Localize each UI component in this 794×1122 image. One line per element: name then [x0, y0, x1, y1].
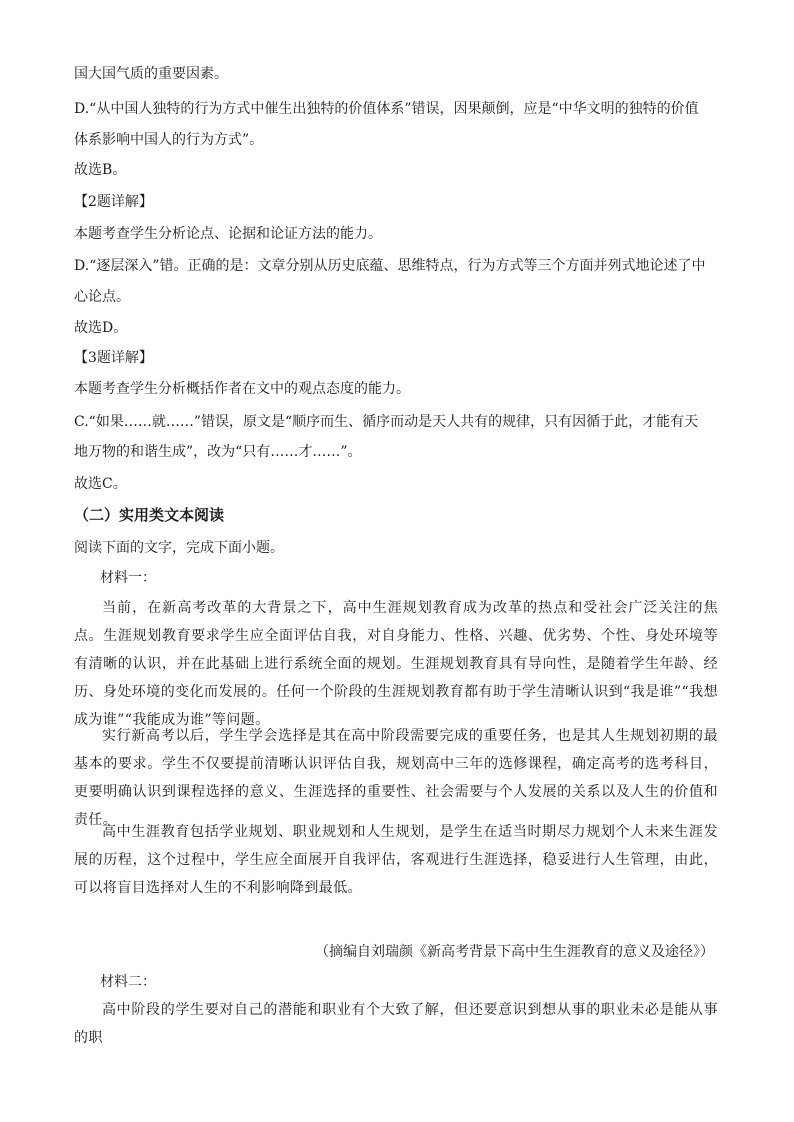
text-line: 地万物的和谐生成”，改为“只有……才……”。 [74, 444, 362, 460]
section-title: （二）实用类文本阅读 [74, 506, 225, 524]
text-line: C.“如果……就……”错误，原文是“顺序而生、循序而动是天人共有的规律，只有因循于此，才能有天 [74, 414, 699, 430]
citation: （摘编自刘瑞颜《新高考背景下高中生生涯教育的意义及途径》） [315, 944, 714, 960]
section-heading: 【2题详解】 [74, 194, 153, 210]
text-line: 体系影响中国人的行为方式”。 [74, 132, 264, 148]
text-line: D.“逐层深入”错。正确的是：文章分别从历史底蕴、思维特点，行为方式等三个方面并列式地论述了中 [74, 258, 706, 274]
text-line: 故选D。 [74, 320, 128, 336]
text-line: 故选C。 [74, 476, 127, 492]
text-line: D.“从中国人独特的行为方式中催生出独特的价值体系”错误，因果颠倒，应是“中华文明的独特的价值 [74, 101, 699, 117]
text-line: 本题考查学生分析概括作者在文中的观点态度的能力。 [74, 381, 410, 397]
material-paragraph: 当前，在新高考改革的大背景之下，高中生涯规划教育成为改革的热点和受社会广泛关注的焦点。生涯规划教育要求学生应全面评估自我，对自身能力、性格、兴趣、优劣势、个性、身处环境等有清晰的认识，并在此基础上进行系统全面的规划。生涯规划教育具有导向性，是随着学生年龄、经历、身处环境的变化而发展的。任何一个阶段的生涯规划教育都有助于学生清晰认识到“我是谁”“我想成为谁”“我能成为谁”等问题。 [74, 600, 718, 728]
text-line: 故选B。 [74, 162, 127, 178]
material-label: 材料二： [100, 974, 156, 990]
material-paragraph: 实行新高考以后，学生学会选择是其在高中阶段需要完成的重要任务，也是其人生规划初期的最基本的要求。学生不仅要提前清晰认识评估自我，规划高中三年的选修课程，确定高考的选考科目，更要明确认识到课程选择的意义、生涯选择的重要性、社会需要与个人发展的关系以及人生的价值和责任。 [74, 728, 718, 828]
text-line: 国大国气质的重要因素。 [74, 66, 228, 82]
instruction: 阅读下面的文字，完成下面小题。 [74, 540, 284, 556]
text-line: 本题考查学生分析论点、论据和论证方法的能力。 [74, 226, 382, 242]
material-paragraph: 高中生涯教育包括学业规划、职业规划和人生规划，是学生在适当时期尽力规划个人未来生涯发展的历程，这个过程中，学生应全面展开自我评估，客观进行生涯选择，稳妥进行人生管理，由此，可以将盲目选择对人生的不利影响降到最低。 [74, 824, 718, 896]
material-label: 材料一： [100, 570, 156, 586]
text-line: 心论点。 [74, 289, 130, 305]
section-heading: 【3题详解】 [74, 350, 153, 366]
material-paragraph: 高中阶段的学生要对自己的潜能和职业有个大致了解，但还要意识到想从事的职业未必是能从事的职 [74, 1002, 718, 1046]
